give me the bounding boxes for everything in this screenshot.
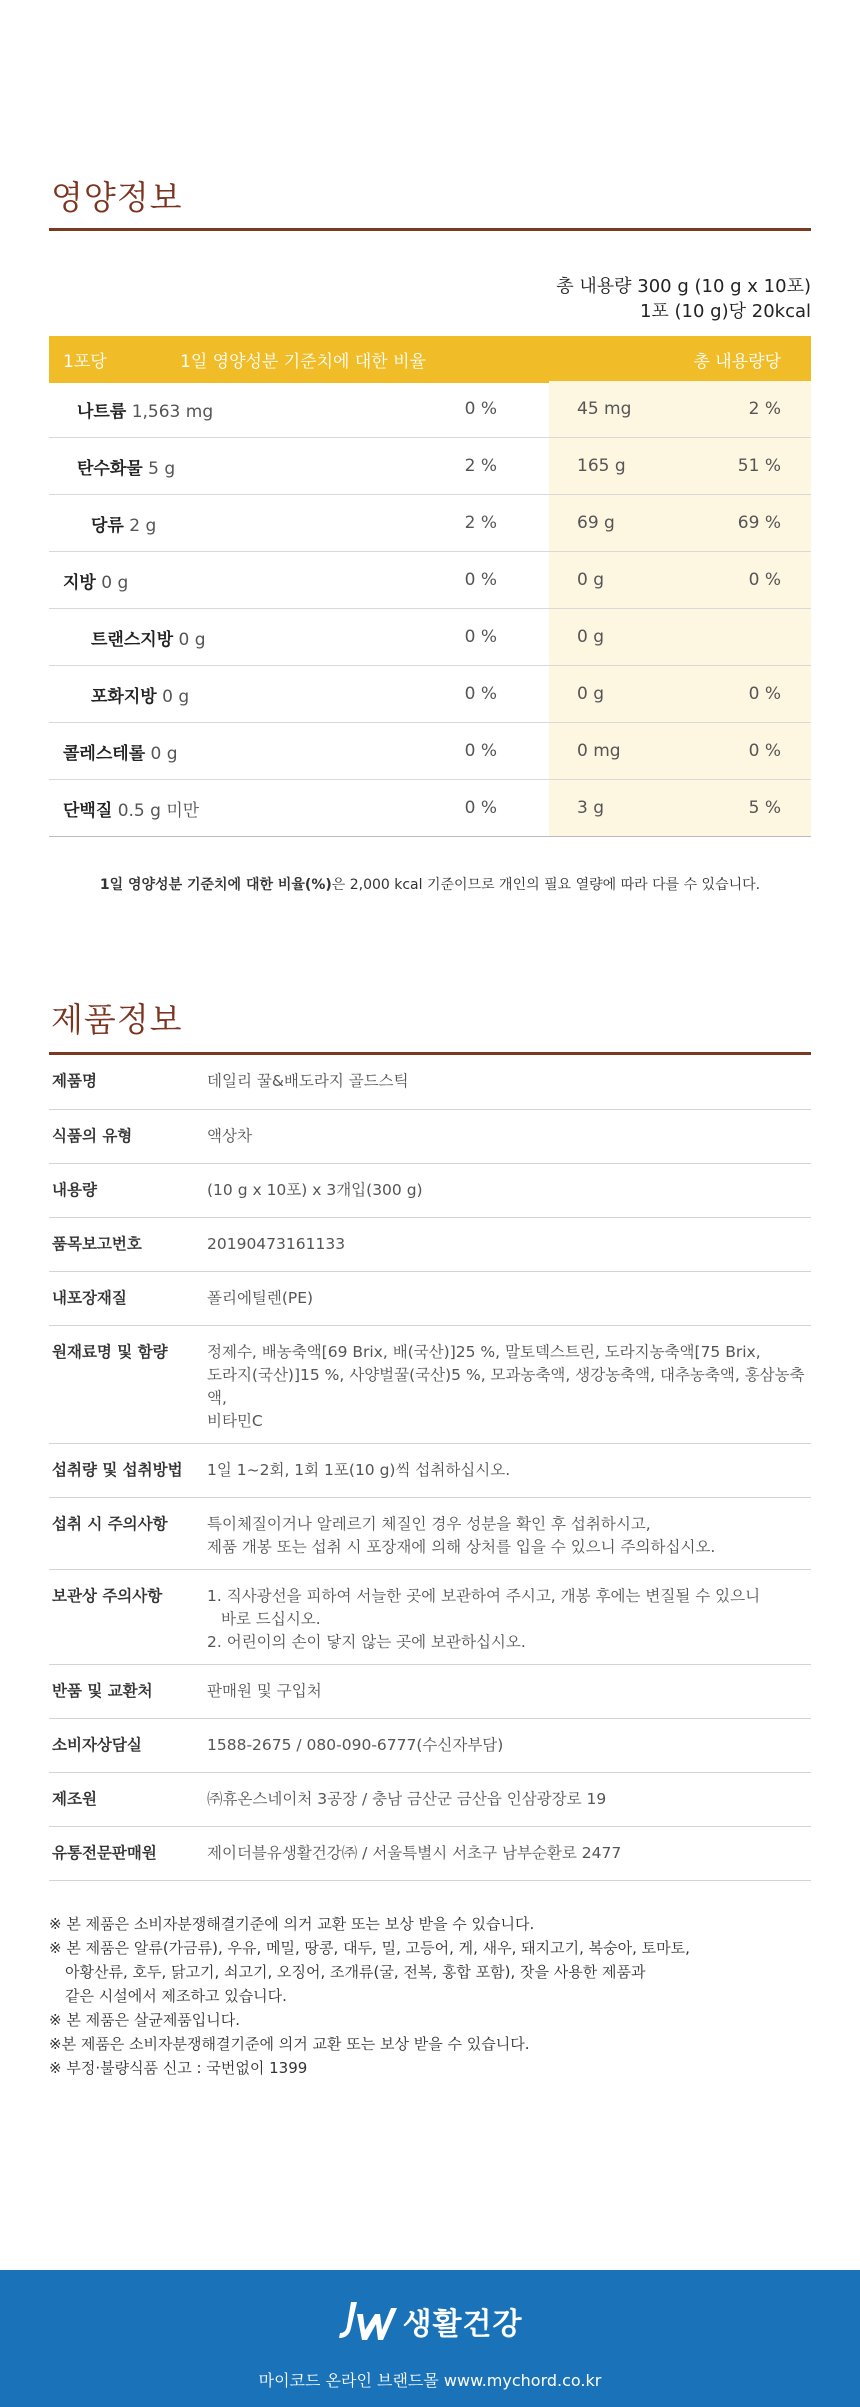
product-title-text: 제품정보	[51, 1000, 183, 1039]
product-key: 소비자상담실	[49, 1718, 207, 1772]
brand-logo-row	[0, 2298, 860, 2344]
product-key: 섭취량 및 섭취방법	[49, 1443, 207, 1497]
nutrient-name: 나트륨	[77, 401, 127, 422]
total-pct: 0 %	[699, 666, 811, 723]
product-value-cell	[207, 1569, 811, 1664]
nutrition-body-table	[49, 381, 811, 837]
brand-site: 마이코드 온라인 브랜드몰 www.mychord.co.kr	[258, 2371, 602, 2390]
total-amount: 165 g	[549, 438, 699, 495]
spacer-cell	[509, 666, 549, 723]
total-amount: 3 g	[549, 780, 699, 837]
product-value: 판매원 및 구입처	[207, 1681, 322, 1700]
nutrient-amount: 1,563 mg	[131, 401, 214, 422]
nutrient-cell	[49, 780, 509, 837]
product-key: 섭취 시 주의사항	[49, 1497, 207, 1569]
product-key: 제품명	[49, 1055, 207, 1109]
nutrient-cell	[49, 495, 509, 552]
nutrient-daily-pct: 0 %	[464, 684, 497, 704]
product-title	[49, 994, 811, 1041]
note-rest: 은 2,000 kcal 기준이므로 개인의 필요 열량에 따라 다를 수 있습니다.	[331, 877, 761, 893]
product-key: 품목보고번호	[49, 1217, 207, 1271]
nutrient-name: 당류	[91, 515, 124, 536]
nutrition-row	[49, 552, 811, 609]
product-key: 내용량	[49, 1163, 207, 1217]
product-row	[49, 1325, 811, 1443]
product-value: ㈜휴온스네이처 3공장 / 충남 금산군 금산읍 인삼광장로 19	[207, 1789, 607, 1808]
product-row	[49, 1569, 811, 1664]
nutrition-row	[49, 495, 811, 552]
nutrient-amount: 0 g	[101, 572, 129, 593]
nutrient-name: 포화지방	[91, 686, 157, 707]
total-amount: 69 g	[549, 495, 699, 552]
product-row	[49, 1055, 811, 1109]
nutrient-cell	[49, 666, 509, 723]
nutrient-daily-pct: 2 %	[464, 513, 497, 533]
product-value-cell	[207, 1497, 811, 1569]
nutrient-cell	[49, 609, 509, 666]
nutrition-row	[49, 780, 811, 837]
nutrient-cell	[49, 438, 509, 495]
nutrient-daily-pct: 0 %	[464, 570, 497, 590]
nutrient-amount: 0 g	[178, 629, 206, 650]
nutrient-name: 콜레스테롤	[63, 743, 146, 764]
footnote-line: ※본 제품은 소비자분쟁해결기준에 의거 교환 또는 보상 받을 수 있습니다.	[49, 2035, 530, 2053]
nutrient-daily-pct: 0 %	[464, 798, 497, 818]
nutrient-amount: 0 g	[162, 686, 190, 707]
nutrient-amount: 2 g	[129, 515, 157, 536]
nutrition-row	[49, 438, 811, 495]
product-key: 유통전문판매원	[49, 1826, 207, 1880]
product-key: 내포장재질	[49, 1271, 207, 1325]
nutrient-daily-pct: 0 %	[464, 741, 497, 761]
nutrient-daily-pct: 0 %	[464, 399, 497, 419]
product-value-cell	[207, 1443, 811, 1497]
spacer-cell	[509, 495, 549, 552]
nutrition-row	[49, 609, 811, 666]
product-value: 제이더블유생활건강㈜ / 서울특별시 서초구 남부순환로 2477	[207, 1843, 622, 1862]
spacer-cell	[509, 723, 549, 780]
footnote-line: 같은 시설에서 제조하고 있습니다.	[65, 1987, 287, 2005]
product-value: 1588-2675 / 080-090-6777(수신자부담)	[207, 1735, 504, 1754]
product-row	[49, 1826, 811, 1880]
product-value: 폴리에틸렌(PE)	[207, 1288, 314, 1307]
product-table-container	[49, 1055, 811, 1881]
header-per-pack: 1포당	[49, 336, 179, 383]
total-amount: 0 g	[549, 609, 699, 666]
nutrition-title-text: 영양정보	[51, 178, 183, 217]
total-pct: 0 %	[699, 552, 811, 609]
footnote-line: 아황산류, 호두, 닭고기, 쇠고기, 오징어, 조개류(굴, 전복, 홍합 포함), 잣을 사용한 제품과	[65, 1963, 646, 1981]
product-value: 데일리 꿀&배도라지 골드스틱	[207, 1072, 409, 1090]
spacer-cell	[509, 552, 549, 609]
jw-logo-icon	[337, 2298, 397, 2344]
nutrient-cell	[49, 381, 509, 438]
nutrition-body	[49, 381, 811, 837]
product-row	[49, 1109, 811, 1163]
product-value-cell	[207, 1826, 811, 1880]
footnote-line: ※ 본 제품은 알류(가금류), 우유, 메밀, 땅콩, 대두, 밀, 고등어, 게, 새우, 돼지고기, 복숭아, 토마토,	[49, 1939, 690, 1957]
product-value-cell	[207, 1271, 811, 1325]
total-pct: 2 %	[699, 381, 811, 438]
nutrient-amount: 0 g	[150, 743, 178, 764]
nutrition-row	[49, 723, 811, 780]
product-value-cell	[207, 1163, 811, 1217]
product-value-line: 2. 어린이의 손이 닿지 않는 곳에 보관하십시오.	[207, 1632, 526, 1651]
product-row	[49, 1217, 811, 1271]
footnote-line: ※ 본 제품은 소비자분쟁해결기준에 의거 교환 또는 보상 받을 수 있습니다.	[49, 1915, 535, 1933]
nutrient-cell	[49, 552, 509, 609]
product-key: 보관상 주의사항	[49, 1569, 207, 1664]
product-value: 1일 1~2회, 1회 1포(10 g)씩 섭취하십시오.	[207, 1460, 511, 1479]
total-amount: 0 mg	[549, 723, 699, 780]
nutrition-note	[49, 874, 811, 894]
note-bold: 1일 영양성분 기준치에 대한 비율(%)	[99, 877, 332, 893]
product-value-cell	[207, 1217, 811, 1271]
nutrient-name: 지방	[63, 572, 96, 593]
product-value-line: 도라지(국산)]15 %, 사양벌꿀(국산)5 %, 모과농축액, 생강농축액, 대추농축액, 홍삼농축액,	[207, 1365, 805, 1407]
spacer-cell	[509, 381, 549, 438]
nutrition-row	[49, 381, 811, 438]
total-amount: 45 mg	[549, 381, 699, 438]
product-row	[49, 1271, 811, 1325]
product-value-line: 바로 드십시오.	[221, 1609, 321, 1628]
brand-name: 생활건강	[402, 2307, 523, 2342]
footnote-line: ※ 부정·불량식품 신고 : 국번없이 1399	[49, 2059, 308, 2077]
product-value: 액상차	[207, 1126, 252, 1145]
footnote-line: ※ 본 제품은 살균제품입니다.	[49, 2011, 241, 2029]
product-row	[49, 1497, 811, 1569]
total-pct: 0 %	[699, 723, 811, 780]
nutrient-amount: 0.5 g 미만	[117, 800, 200, 821]
product-value-cell	[207, 1718, 811, 1772]
spacer-cell	[509, 609, 549, 666]
nutrition-title	[49, 172, 811, 219]
nutrient-cell	[49, 723, 509, 780]
product-value-line: 1. 직사광선을 피하여 서늘한 곳에 보관하여 주시고, 개봉 후에는 변질될 수 있으니	[207, 1586, 761, 1605]
product-value: (10 g x 10포) x 3개입(300 g)	[207, 1180, 423, 1199]
nutrition-row	[49, 666, 811, 723]
product-value-cell	[207, 1664, 811, 1718]
product-value-line: 정제수, 배농축액[69 Brix, 배(국산)]25 %, 말토덱스트린, 도라지농축액[75 Brix,	[207, 1342, 761, 1361]
nutrient-daily-pct: 0 %	[464, 627, 497, 647]
nutrition-table-container	[49, 336, 811, 383]
nutrition-title-rule	[49, 228, 811, 231]
nutrient-name: 단백질	[63, 800, 113, 821]
total-amount: 0 g	[549, 552, 699, 609]
product-row	[49, 1772, 811, 1826]
nutrient-amount: 5 g	[148, 458, 176, 479]
product-value-line: 특이체질이거나 알레르기 체질인 경우 성분을 확인 후 섭취하시고,	[207, 1514, 651, 1533]
product-value-cell	[207, 1055, 811, 1109]
header-daily-ratio: 1일 영양성분 기준치에 대한 비율	[179, 336, 541, 383]
total-pct: 51 %	[699, 438, 811, 495]
total-pct: 5 %	[699, 780, 811, 837]
nutrient-name: 탄수화물	[77, 458, 143, 479]
total-pct: 69 %	[699, 495, 811, 552]
footnotes	[49, 1912, 811, 2080]
brand-footer	[0, 2270, 860, 2407]
product-key: 원재료명 및 함량	[49, 1325, 207, 1443]
product-key: 반품 및 교환처	[49, 1664, 207, 1718]
spacer-cell	[509, 780, 549, 837]
product-row	[49, 1163, 811, 1217]
product-row	[49, 1443, 811, 1497]
product-row	[49, 1664, 811, 1718]
product-table	[49, 1055, 811, 1881]
header-total: 총 내용량당	[681, 336, 811, 383]
per-pack-calorie-line: 1포 (10 g)당 20kcal	[639, 301, 811, 322]
product-value-cell	[207, 1772, 811, 1826]
spacer-cell	[509, 438, 549, 495]
product-value-line: 비타민C	[207, 1411, 263, 1430]
nutrition-totals	[49, 274, 811, 324]
total-pct	[699, 609, 811, 666]
product-key: 제조원	[49, 1772, 207, 1826]
total-content-line: 총 내용량 300 g (10 g x 10포)	[556, 276, 811, 297]
nutrition-table	[49, 336, 811, 383]
header-empty	[541, 336, 681, 383]
product-value-line: 제품 개봉 또는 섭취 시 포장재에 의해 상처를 입을 수 있으니 주의하십시오.	[207, 1537, 716, 1556]
nutrient-name: 트랜스지방	[91, 629, 174, 650]
nutrition-header-row	[49, 336, 811, 383]
product-value-cell	[207, 1325, 811, 1443]
product-key: 식품의 유형	[49, 1109, 207, 1163]
product-value: 20190473161133	[207, 1234, 346, 1253]
total-amount: 0 g	[549, 666, 699, 723]
product-value-cell	[207, 1109, 811, 1163]
nutrient-daily-pct: 2 %	[464, 456, 497, 476]
product-row	[49, 1718, 811, 1772]
